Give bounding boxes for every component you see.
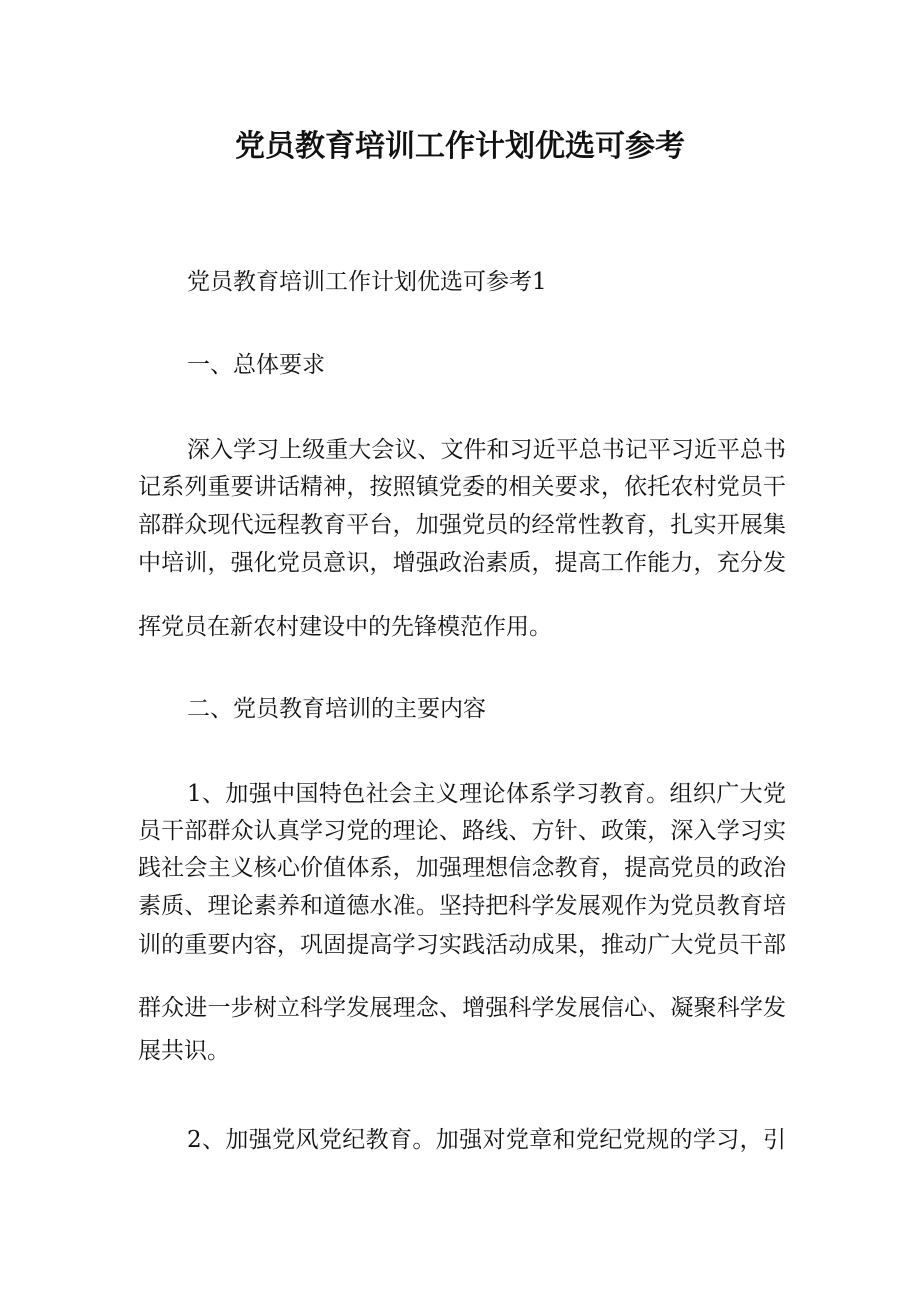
paragraph-1-line: 中培训，强化党员意识，增强政治素质，提高工作能力，充分发 bbox=[138, 550, 786, 576]
paragraph-1-line: 记系列重要讲话精神，按照镇党委的相关要求，依托农村党员干 bbox=[138, 474, 786, 500]
paragraph-1-line: 挥党员在新农村建设中的先锋模范作用。 bbox=[138, 614, 552, 640]
document-subtitle: 党员教育培训工作计划优选可参考1 bbox=[187, 269, 547, 295]
document-title: 党员教育培训工作计划优选可参考 bbox=[235, 129, 685, 164]
paragraph-3-line: 2、加强党风党纪教育。加强对党章和党纪党规的学习，引 bbox=[187, 1127, 786, 1153]
paragraph-2-line: 践社会主义核心价值体系，加强理想信念教育，提高党员的政治 bbox=[138, 855, 786, 881]
section-heading-1: 一、总体要求 bbox=[187, 352, 325, 378]
paragraph-2-line: 展共识。 bbox=[138, 1038, 230, 1064]
paragraph-1-line: 深入学习上级重大会议、文件和习近平总书记平习近平总书 bbox=[187, 437, 786, 463]
paragraph-2-line: 员干部群众认真学习党的理论、路线、方针、政策，深入学习实 bbox=[138, 818, 786, 844]
paragraph-2-line: 群众进一步树立科学发展理念、增强科学发展信心、凝聚科学发 bbox=[138, 995, 786, 1021]
paragraph-2-line: 训的重要内容，巩固提高学习实践活动成果，推动广大党员干部 bbox=[138, 932, 786, 958]
paragraph-1-line: 部群众现代远程教育平台，加强党员的经常性教育，扎实开展集 bbox=[138, 512, 786, 538]
paragraph-2-line: 1、加强中国特色社会主义理论体系学习教育。组织广大党 bbox=[187, 781, 786, 807]
section-heading-2: 二、党员教育培训的主要内容 bbox=[187, 696, 486, 722]
paragraph-2-line: 素质、理论素养和道德水准。坚持把科学发展观作为党员教育培 bbox=[138, 893, 786, 919]
